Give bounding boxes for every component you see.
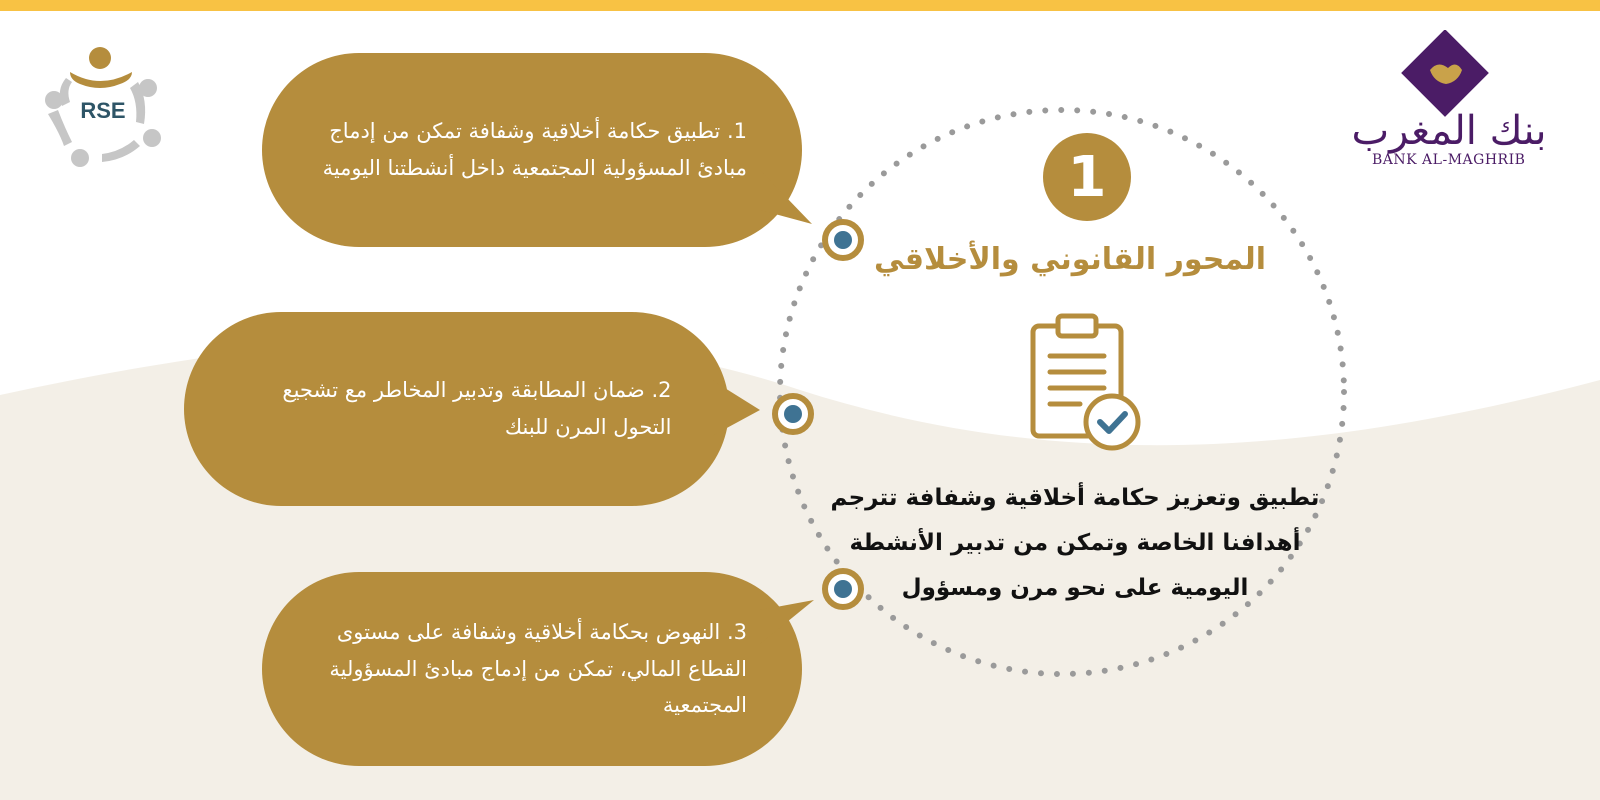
bubble-3-tail xyxy=(760,594,820,654)
bubble-1-text: 1. تطبيق حكامة أخلاقية وشفافة تمكن من إدماج مبادئ المسؤولية المجتمعية داخل أنشطتنا اليومية xyxy=(322,119,747,180)
bank-logo-latin: BANK AL-MAGHRIB xyxy=(1372,152,1526,168)
axis-title: المحور القانوني والأخلاقي xyxy=(873,242,1266,277)
bubble-2 xyxy=(184,312,729,506)
axis-number-badge: 1 xyxy=(1043,133,1131,221)
rse-logo-label: RSE xyxy=(80,98,126,123)
bubble-1 xyxy=(262,53,802,247)
bubble-3-text: 3. النهوض بحكامة أخلاقية وشفافة على مستوى القطاع المالي، تمكن من إدماج مبادئ المسؤولية المجتمعية xyxy=(329,619,747,718)
clipboard-check-icon xyxy=(1028,312,1148,452)
bubble-1-tail xyxy=(760,170,820,230)
bubble-3 xyxy=(262,572,802,766)
bubble-2-text: 2. ضمان المطابقة وتدبير المخاطر مع تشجيع التحول المرن للبنك xyxy=(282,378,672,439)
bank-logo-arabic: بنك المغرب xyxy=(1351,108,1547,154)
ring-marker-2 xyxy=(772,393,814,435)
ring-marker-1 xyxy=(822,219,864,261)
axis-description: تطبيق وتعزيز حكامة أخلاقية وشفافة تترجم أهدافنا الخاصة وتمكن من تدبير الأنشطة اليومية على نحو مرن ومسؤول xyxy=(830,485,1320,601)
rse-logo-icon xyxy=(40,42,170,172)
bubble-2-tail xyxy=(712,380,762,440)
